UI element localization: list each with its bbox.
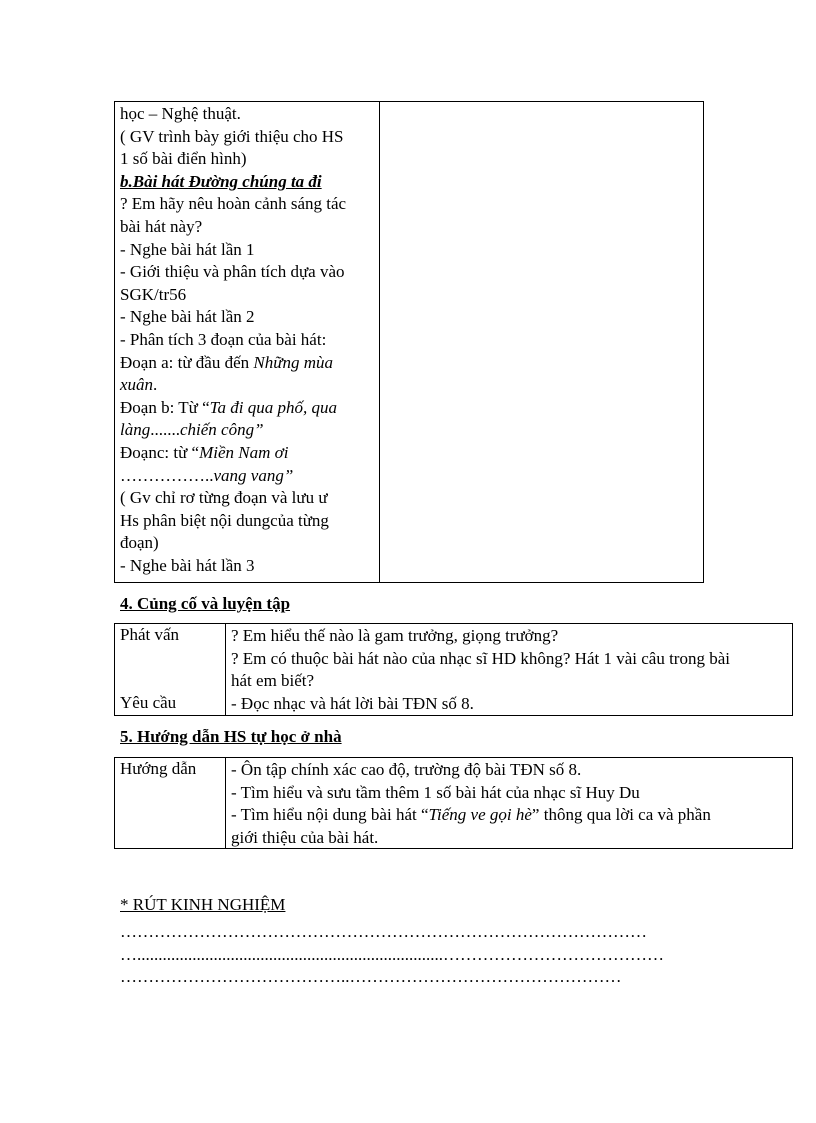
label-huong-dan: Hướng dẫn: [120, 759, 197, 778]
text-line: - Đọc nhạc và hát lời bài TĐN số 8.: [231, 693, 474, 713]
section4-title: 4. Củng cố và luyện tập: [120, 594, 291, 613]
notes-lines: [120, 921, 664, 989]
doan-a-line2: [120, 374, 376, 397]
section5-content: [231, 759, 787, 849]
doan-a-line: [120, 352, 376, 375]
text-line: - Nghe bài hát lần 3: [120, 555, 255, 575]
text-line: - Nghe bài hát lần 1: [120, 239, 255, 259]
lesson-left-column: [120, 103, 376, 577]
doan-a-prefix: Đoạn a: từ đầu đến: [120, 352, 254, 372]
column-divider: [225, 624, 226, 715]
text-line: bài hát này?: [120, 216, 203, 236]
doan-c-italic: Miền Nam ơi: [199, 442, 289, 462]
label-yeu-cau: Yêu cầu: [120, 693, 177, 712]
doan-b-dots: .......: [150, 420, 180, 440]
notes-title: * RÚT KINH NGHIỆM: [120, 895, 286, 914]
text-line: ( Gv chỉ rơ từng đoạn và lưu ư: [120, 488, 328, 508]
text-line: - Ôn tập chính xác cao độ, trường độ bài TĐN số 8.: [231, 760, 582, 779]
line3-prefix: - Tìm hiểu nội dung bài hát “: [231, 805, 429, 825]
text-line: - Tìm hiểu và sưu tầm thêm 1 số bài hát của nhạc sĩ Huy Du: [231, 782, 640, 802]
doan-c-dots: ……………..: [120, 465, 214, 485]
doan-b-line2: [120, 419, 376, 442]
doan-c-prefix: Đoạnc: từ “: [120, 442, 200, 462]
section4-table: [114, 623, 793, 716]
dotted-line: …………………………………..…………………………………………: [120, 967, 622, 987]
song-title: Tiếng ve gọi hè: [428, 805, 532, 825]
doan-a-italic2: xuân: [120, 375, 154, 395]
text-line: [231, 804, 787, 827]
column-divider: [379, 102, 380, 582]
text-line: học – Nghệ thuật.: [120, 104, 241, 123]
doan-b-italic: Ta đi qua phố, qua: [209, 397, 338, 417]
dotted-line: …………………………………………………………………………………: [120, 922, 647, 941]
doan-b-line: [120, 397, 376, 420]
text-line: Hs phân biệt nội dungcủa từng: [120, 510, 329, 530]
doan-a-italic: Những mùa: [253, 352, 334, 372]
doan-c-line2: [120, 465, 376, 488]
text-line: ? Em hãy nêu hoàn cảnh sáng tác: [120, 194, 347, 214]
text-line: giới thiệu của bài hát.: [231, 827, 379, 847]
text-line: ( GV trình bày giới thiệu cho HS: [120, 126, 344, 146]
text-line: 1 số bài điển hình): [120, 149, 247, 169]
doan-c-line: [120, 442, 376, 465]
text-line: đoạn): [120, 533, 159, 553]
text-line: - Phân tích 3 đoạn của bài hát:: [120, 329, 327, 349]
line3-suffix: ” thông qua lời ca và phần: [531, 805, 711, 825]
text-line: hát em biết?: [231, 671, 315, 691]
label-phat-van: Phát vấn: [120, 625, 180, 644]
section5-title: 5. Hướng dẫn HS tự học ở nhà: [120, 727, 342, 746]
column-divider: [225, 758, 226, 848]
doan-b-italic3: chiến công”: [179, 420, 264, 440]
text-line: SGK/tr56: [120, 284, 187, 304]
song-heading: b.Bài hát Đường chúng ta đi: [120, 171, 322, 191]
text-line: ? Em có thuộc bài hát nào của nhạc sĩ HD không? Hát 1 vài câu trong bài: [231, 648, 730, 668]
text-line: - Giới thiệu và phân tích dựa vào: [120, 262, 345, 282]
doan-b-italic2: làng: [120, 420, 151, 440]
section5-table: [114, 757, 793, 849]
doan-b-prefix: Đoạn b: Từ “: [120, 397, 210, 417]
text-line: ? Em hiểu thế nào là gam trưởng, giọng trưởng?: [231, 626, 559, 645]
section4-content: [231, 625, 787, 715]
dotted-line: …........................................................................…………………………………: [120, 944, 664, 964]
text-line: - Nghe bài hát lần 2: [120, 307, 255, 327]
doan-a-end: .: [153, 375, 158, 395]
lesson-table: [114, 101, 704, 583]
doan-c-italic2: vang vang”: [213, 465, 294, 485]
